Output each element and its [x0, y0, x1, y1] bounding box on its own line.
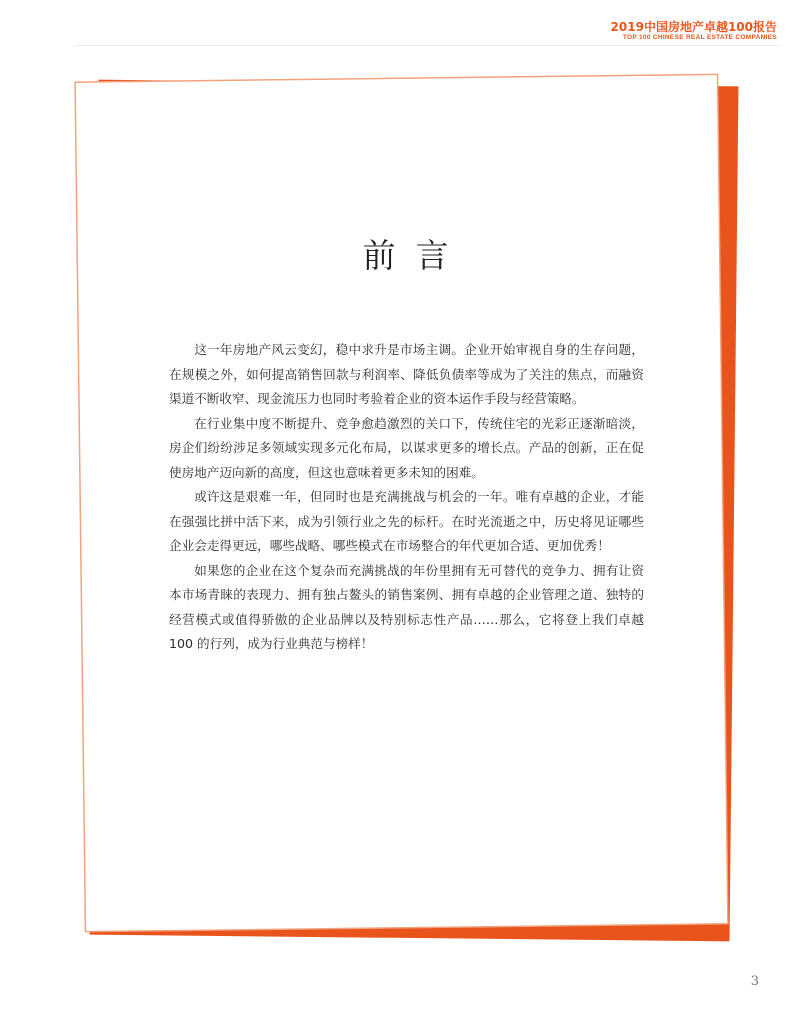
page-number: 3 — [750, 974, 759, 989]
paragraph-4: 如果您的企业在这个复杂而充满挑战的年份里拥有无可替代的竞争力、拥有让资本市场青睐的表现力、拥有独占鳌头的销售案例、拥有卓越的企业管理之道、独特的经营模式或值得骄傲的企业品牌以及特别标志性产品……那么，它将登上我们卓越 100 的行列，成为行业典范与榜样！ — [169, 562, 644, 651]
report-title: 2019中国房地产卓越100报告 — [610, 20, 777, 34]
report-subtitle: TOP 100 CHINESE REAL ESTATE COMPANIES — [622, 34, 777, 41]
paragraph-1: 这一年房地产风云变幻，稳中求升是市场主调。企业开始审视自身的生存问题，在规模之外，如何提高销售回款与利润率、降低负债率等成为了关注的焦点，而融资渠道不断收窄、现金流压力也同时考验着企业的资本运作手段与经营策略。 — [169, 342, 644, 406]
header-divider — [75, 45, 779, 46]
paragraph-3: 或许这是艰难一年，但同时也是充满挑战与机会的一年。唯有卓越的企业，才能在强强比拼中活下来，成为引领行业之先的标杆。在时光流逝之中，历史将见证哪些企业会走得更远，哪些战略、哪些模式在市场整合的年代更加合适、更加优秀！ — [169, 489, 644, 553]
report-brand — [611, 20, 777, 42]
preface-body — [169, 338, 644, 657]
paragraph-2: 在行业集中度不断提升、竞争愈趋激烈的关口下，传统住宅的光彩正逐渐暗淡，房企们纷纷涉足多领域实现多元化布局，以谋求更多的增长点。产品的创新，正在促使房地产迈向新的高度，但这也意味着更多未知的困难。 — [169, 415, 644, 480]
preface-title: 前言 — [362, 236, 469, 275]
